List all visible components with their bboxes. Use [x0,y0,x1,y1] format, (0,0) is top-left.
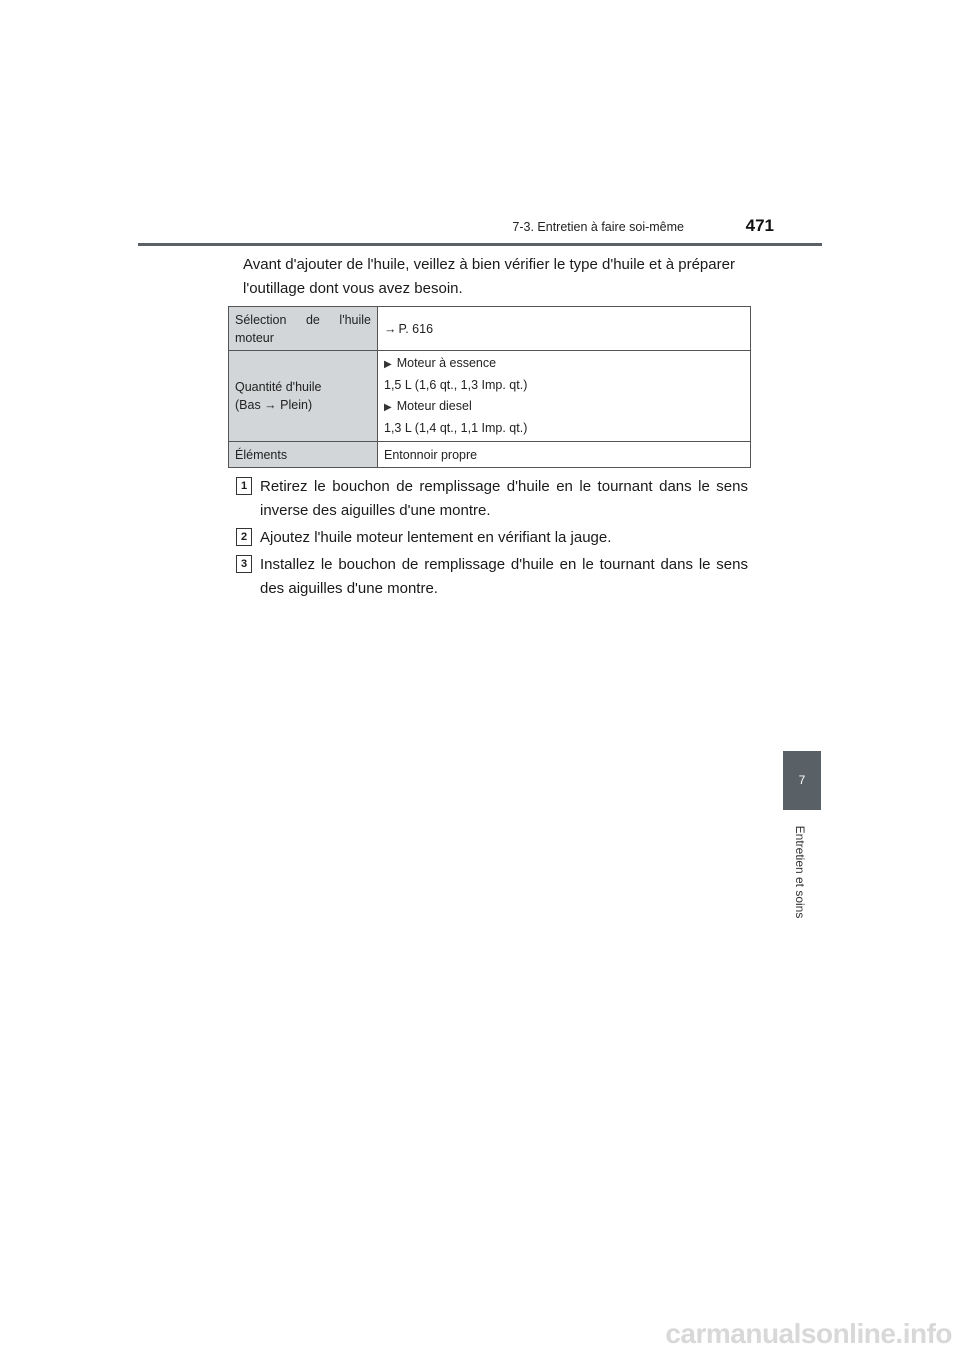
step-text: Ajoutez l'huile moteur lentement en vérifiant la jauge. [260,529,612,546]
oil-spec-table [228,306,751,468]
header-divider [138,243,822,246]
watermark-text: carmanualsonline.info [665,1318,952,1349]
table-row [229,307,751,351]
table-value-cell [378,351,751,442]
table-label-cell [229,307,378,351]
table-value-cell [378,307,751,351]
items-value: Entonnoir propre [378,442,751,468]
step-number-badge: 2 [236,528,252,546]
page-reference: P. 616 [398,321,434,336]
table-label-cell [229,351,378,442]
step-number-badge: 3 [236,555,252,573]
step-text: Installez le bouchon de remplissage d'huile en le tournant dans le sens des aiguilles d'une montre. [260,556,748,597]
step-number-badge: 1 [236,477,252,495]
oil-quantity-range: (Bas → Plein) [235,398,313,412]
gasoline-quantity: 1,5 L (1,6 qt., 1,3 Imp. qt.) [384,378,528,392]
chapter-title-vertical: Entretien et soins [793,825,807,919]
list-item [236,475,748,523]
section-title: 7-3. Entretien à faire soi-même [512,220,684,234]
triangle-bullet-icon: ▶ [384,359,392,370]
diesel-heading: ▶ Moteur diesel [384,399,472,413]
intro-paragraph: Avant d'ajouter de l'huile, veillez à bien vérifier le type d'huile et à préparer l'outillage dont vous avez besoin. [243,256,735,297]
list-item [236,553,748,601]
table-row [229,351,751,442]
list-item [236,526,748,550]
chapter-tab: 7 [783,751,821,810]
arrow-right-icon: → [384,321,397,336]
oil-selection-label: Sélection de l'huile moteur [235,312,371,345]
page-number: 471 [745,216,774,235]
items-label: Éléments [229,442,378,468]
table-row [229,442,751,468]
gasoline-heading: ▶ Moteur à essence [384,356,497,370]
steps-list [236,475,748,604]
diesel-quantity: 1,3 L (1,4 qt., 1,1 Imp. qt.) [384,421,528,435]
step-text: Retirez le bouchon de remplissage d'huile en le tournant dans le sens inverse des aiguilles d'une montre. [260,478,748,519]
triangle-bullet-icon: ▶ [384,402,392,413]
oil-quantity-label: Quantité d'huile [235,380,322,394]
